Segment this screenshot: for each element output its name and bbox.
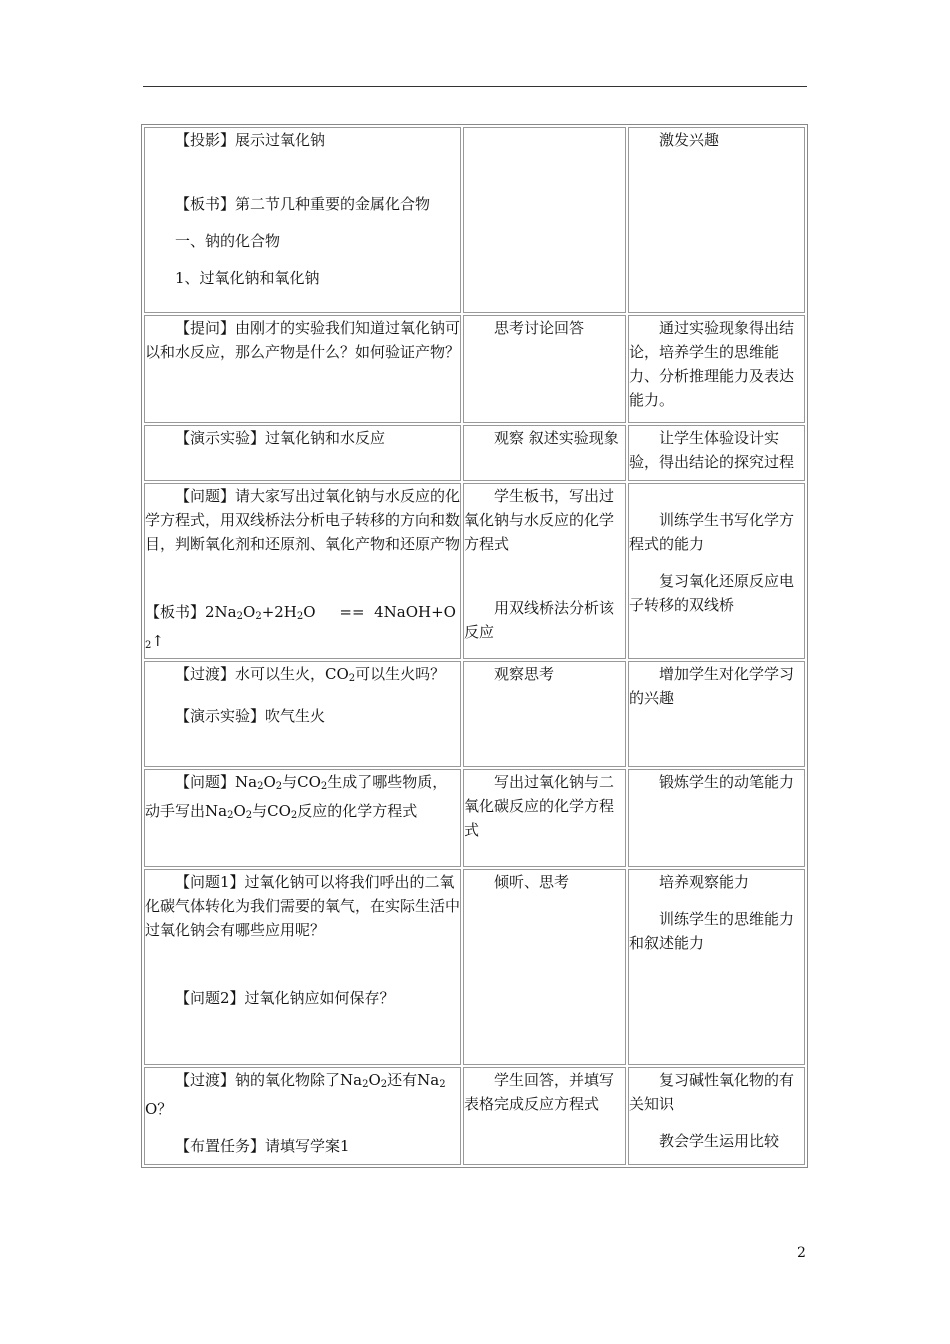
student-activity-cell <box>463 869 626 1065</box>
paragraph: 激发兴趣 <box>659 131 720 149</box>
student-activity-cell <box>463 425 626 481</box>
paragraph: 1、过氧化钠和氧化钠 <box>175 269 320 287</box>
teacher-activity-cell <box>144 661 461 767</box>
page-number: 2 <box>797 1245 806 1261</box>
student-activity-cell <box>463 127 626 313</box>
teacher-activity-cell <box>144 769 461 867</box>
paragraph: 倾听、思考 <box>494 873 570 891</box>
teacher-activity-cell <box>144 869 461 1065</box>
paragraph: 培养观察能力 <box>659 873 750 891</box>
student-activity-cell <box>463 661 626 767</box>
paragraph: 思考讨论回答 <box>494 319 585 337</box>
student-activity-cell <box>463 483 626 659</box>
paragraph: 一、钠的化合物 <box>175 232 281 250</box>
table-row <box>144 315 805 423</box>
paragraph: 【问题】请大家写出过氧化钠与水反应的化学方程式，用双线桥法分析电子转移的方向和数目，判断氧化剂和还原剂、氧化产物和还原产物 <box>145 487 461 553</box>
design-intent-cell <box>628 661 805 767</box>
design-intent-cell <box>628 769 805 867</box>
design-intent-cell <box>628 1067 805 1165</box>
paragraph: 【问题2】过氧化钠应如何保存？ <box>175 989 395 1007</box>
design-intent-cell <box>628 483 805 659</box>
table-row <box>144 425 805 481</box>
table-row <box>144 769 805 867</box>
lesson-plan-table <box>141 124 808 1168</box>
paragraph: 【投影】展示过氧化钠 <box>175 131 326 149</box>
student-activity-cell <box>463 315 626 423</box>
header-rule <box>143 86 807 87</box>
paragraph: 【过渡】水可以生火，$CO_2$可以生火吗？ <box>175 665 446 684</box>
paragraph: 训练学生书写化学方程式的能力 <box>629 511 795 553</box>
table-row <box>144 1067 805 1165</box>
paragraph: 复习氧化还原反应电子转移的双线桥 <box>629 572 795 614</box>
teacher-activity-cell <box>144 315 461 423</box>
paragraph: 增加学生对化学学习的兴趣 <box>629 665 795 707</box>
paragraph: 【板书】$2Na_2O_2+2H_2O$ == $4NaOH+O_2↑$ <box>145 603 456 651</box>
paragraph: 【演示实验】过氧化钠和水反应 <box>175 429 386 447</box>
paragraph: 写出过氧化钠与二氧化碳反应的化学方程式 <box>464 773 615 839</box>
teacher-activity-cell <box>144 1067 461 1165</box>
paragraph: 学生回答，并填写表格完成反应方程式 <box>464 1071 615 1113</box>
paragraph: 【问题1】过氧化钠可以将我们呼出的二氧化碳气体转化为我们需要的氧气，在实际生活中过氧化钠会有哪些应用呢？ <box>145 873 461 939</box>
paragraph: 教会学生运用比较 <box>659 1132 780 1150</box>
table-row <box>144 869 805 1065</box>
paragraph: 【演示实验】吹气生火 <box>175 707 326 725</box>
paragraph: 【过渡】钠的氧化物除了$Na_2O_2$还有$Na_2O$？ <box>145 1071 446 1118</box>
paragraph: 用双线桥法分析该反应 <box>464 599 615 641</box>
table-row <box>144 483 805 659</box>
paragraph: 观察思考 <box>494 665 555 683</box>
design-intent-cell <box>628 315 805 423</box>
paragraph: 【布置任务】请填写学案1 <box>175 1137 350 1155</box>
design-intent-cell <box>628 127 805 313</box>
paragraph: 【提问】由刚才的实验我们知道过氧化钠可以和水反应，那么产物是什么？如何验证产物？ <box>145 319 461 361</box>
paragraph: 学生板书，写出过氧化钠与水反应的化学方程式 <box>464 487 615 553</box>
student-activity-cell <box>463 769 626 867</box>
student-activity-cell <box>463 1067 626 1165</box>
paragraph: 【板书】第二节几种重要的金属化合物 <box>175 195 431 213</box>
teacher-activity-cell <box>144 127 461 313</box>
teacher-activity-cell <box>144 425 461 481</box>
paragraph: 【问题】$Na_2O_2$与$CO_2$生成了哪些物质，动手写出$Na_2O_2$与$CO_2$反应的化学方程式 <box>145 773 448 821</box>
design-intent-cell <box>628 425 805 481</box>
paragraph: 观察 叙述实验现象 <box>494 429 619 447</box>
paragraph: 通过实验现象得出结论，培养学生的思维能力、分析推理能力及表达能力。 <box>629 319 795 409</box>
paragraph: 锻炼学生的动笔能力 <box>659 773 795 791</box>
paragraph: 训练学生的思维能力和叙述能力 <box>629 910 795 952</box>
teacher-activity-cell <box>144 483 461 659</box>
paragraph: 让学生体验设计实验，得出结论的探究过程 <box>629 429 795 471</box>
paragraph: 复习碱性氧化物的有关知识 <box>629 1071 795 1113</box>
table-row <box>144 661 805 767</box>
table-row <box>144 127 805 313</box>
lesson-plan-body <box>144 127 805 1165</box>
design-intent-cell <box>628 869 805 1065</box>
